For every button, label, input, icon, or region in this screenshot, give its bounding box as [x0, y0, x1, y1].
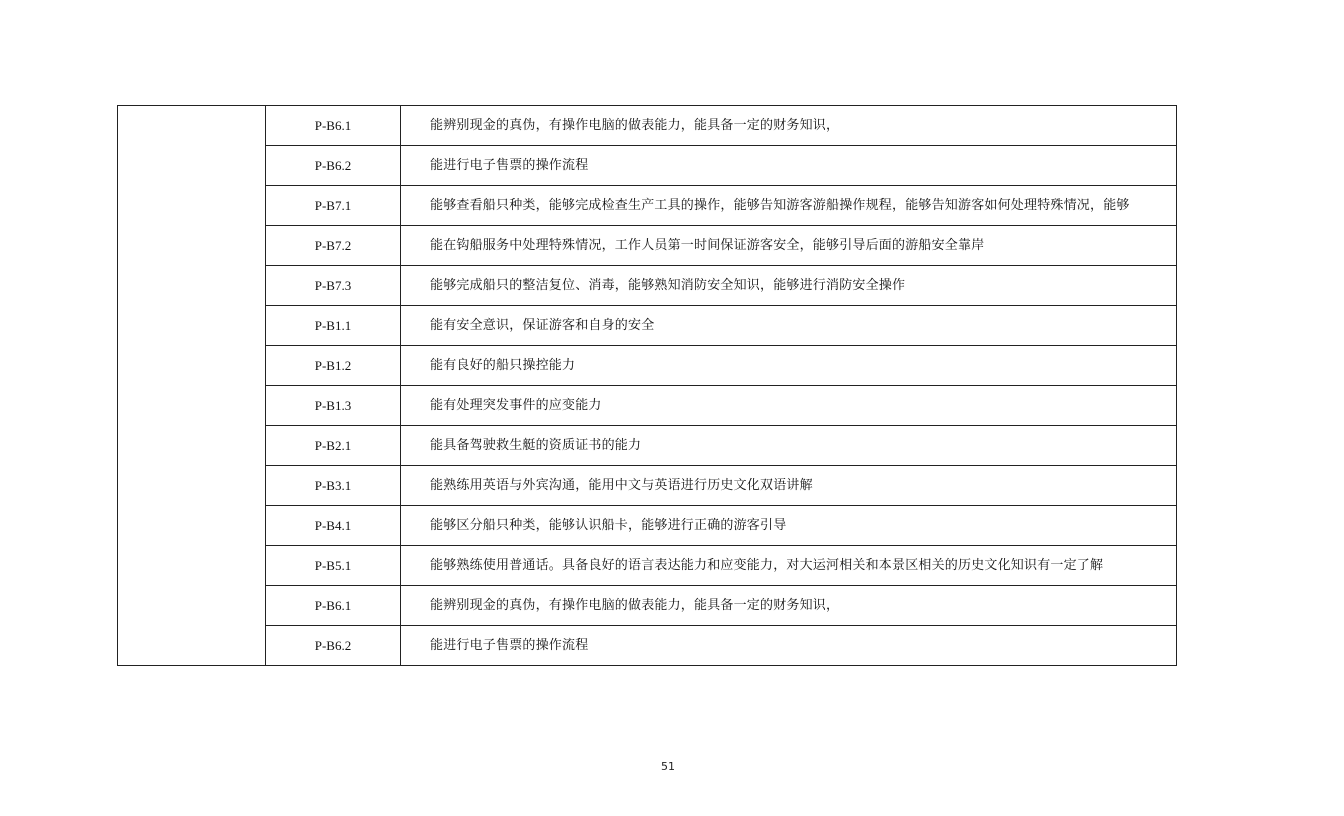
ability-description-cell: 能够完成船只的整洁复位、消毒，能够熟知消防安全知识，能够进行消防安全操作	[401, 266, 1177, 306]
ability-table	[117, 105, 1177, 666]
ability-description-cell: 能进行电子售票的操作流程	[401, 626, 1177, 666]
ability-description-cell: 能有处理突发事件的应变能力	[401, 386, 1177, 426]
table-row	[118, 466, 1177, 506]
table-row	[118, 546, 1177, 586]
ability-code-cell: P-B4.1	[266, 506, 401, 546]
ability-code-cell: P-B6.2	[266, 146, 401, 186]
ability-code-cell: P-B1.3	[266, 386, 401, 426]
ability-description-cell: 能有安全意识，保证游客和自身的安全	[401, 306, 1177, 346]
table-row	[118, 586, 1177, 626]
ability-code-cell: P-B2.1	[266, 426, 401, 466]
table-row	[118, 626, 1177, 666]
ability-description-cell: 能熟练用英语与外宾沟通，能用中文与英语进行历史文化双语讲解	[401, 466, 1177, 506]
ability-code-cell: P-B5.1	[266, 546, 401, 586]
ability-code-cell: P-B7.3	[266, 266, 401, 306]
ability-description-cell: 能够区分船只种类，能够认识船卡，能够进行正确的游客引导	[401, 506, 1177, 546]
table-row	[118, 386, 1177, 426]
table-row	[118, 146, 1177, 186]
table-row	[118, 506, 1177, 546]
table-row	[118, 226, 1177, 266]
table-row	[118, 266, 1177, 306]
ability-description-cell: 能在钩船服务中处理特殊情况，工作人员第一时间保证游客安全，能够引导后面的游船安全靠岸	[401, 226, 1177, 266]
ability-code-cell: P-B6.1	[266, 106, 401, 146]
category-cell	[118, 106, 266, 666]
ability-description-cell: 能辨别现金的真伪，有操作电脑的做表能力，能具备一定的财务知识，	[401, 586, 1177, 626]
ability-description-cell: 能够查看船只种类，能够完成检查生产工具的操作，能够告知游客游船操作规程，能够告知游客如何处理特殊情况，能够	[401, 186, 1177, 226]
ability-code-cell: P-B3.1	[266, 466, 401, 506]
ability-description-cell: 能辨别现金的真伪，有操作电脑的做表能力，能具备一定的财务知识，	[401, 106, 1177, 146]
table-row	[118, 346, 1177, 386]
ability-description-cell: 能够熟练使用普通话。具备良好的语言表达能力和应变能力，对大运河相关和本景区相关的历史文化知识有一定了解	[401, 546, 1177, 586]
ability-code-cell: P-B1.2	[266, 346, 401, 386]
table-row	[118, 426, 1177, 466]
ability-code-cell: P-B6.1	[266, 586, 401, 626]
ability-description-cell: 能进行电子售票的操作流程	[401, 146, 1177, 186]
ability-description-cell: 能有良好的船只操控能力	[401, 346, 1177, 386]
ability-code-cell: P-B7.1	[266, 186, 401, 226]
table-body	[118, 106, 1177, 666]
page-number: 51	[661, 760, 675, 773]
ability-code-cell: P-B1.1	[266, 306, 401, 346]
table-row	[118, 306, 1177, 346]
ability-code-cell: P-B7.2	[266, 226, 401, 266]
table-row	[118, 186, 1177, 226]
ability-description-cell: 能具备驾驶救生艇的资质证书的能力	[401, 426, 1177, 466]
ability-code-cell: P-B6.2	[266, 626, 401, 666]
table-row	[118, 106, 1177, 146]
